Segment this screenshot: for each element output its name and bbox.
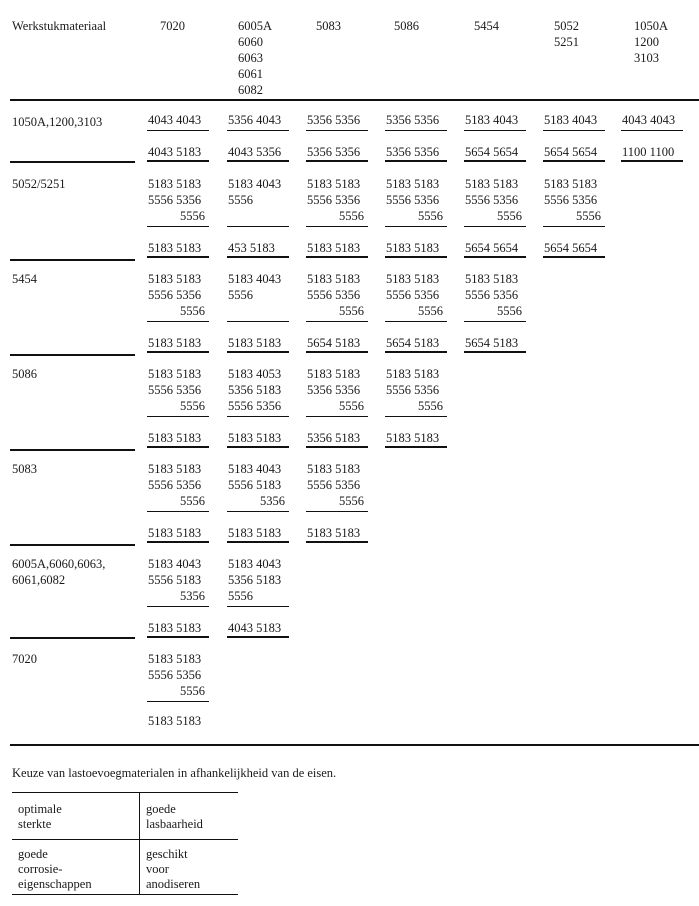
row-label-5454: 5454 bbox=[12, 272, 37, 286]
cell-rule-bold bbox=[227, 636, 289, 638]
cell-value: 5556 bbox=[497, 304, 522, 318]
cell-value-bottom: 5654 5654 bbox=[465, 145, 519, 159]
cell-value-bottom: 5183 5183 bbox=[228, 336, 282, 350]
cell-value: 5556 bbox=[339, 304, 364, 318]
row-separator bbox=[10, 449, 135, 451]
cell-rule bbox=[147, 511, 209, 512]
cell-value-bottom: 4043 5356 bbox=[228, 145, 282, 159]
cell-rule-bold bbox=[464, 256, 526, 258]
cell-group bbox=[386, 112, 471, 128]
cell-value: 5556 bbox=[180, 494, 205, 508]
cell-rule-bold bbox=[147, 446, 209, 448]
cell-value-bottom: 1100 1100 bbox=[622, 145, 675, 159]
cell-rule bbox=[227, 226, 289, 227]
cell-value: 5556 5356 bbox=[228, 399, 282, 413]
cell-value: 5356 bbox=[180, 589, 205, 603]
row-label-7020: 7020 bbox=[12, 652, 37, 666]
cell-group bbox=[148, 112, 233, 128]
column-header-7020: 7020 bbox=[160, 19, 185, 33]
column-header-1050a: 1050A 1200 3103 bbox=[634, 19, 669, 65]
row-label-1050a: 1050A,1200,3103 bbox=[12, 115, 103, 129]
cell-value: 5183 5183 bbox=[148, 177, 202, 191]
cell-rule-bold bbox=[543, 256, 605, 258]
cell-value-bottom: 5183 5183 bbox=[307, 241, 361, 255]
cell-rule-bold bbox=[227, 160, 289, 162]
cell-value: 5556 bbox=[228, 288, 253, 302]
cell-value: 5556 bbox=[180, 684, 205, 698]
legend-good-corrosion: goede corrosie- eigenschappen bbox=[18, 847, 92, 891]
cell-value: 5556 bbox=[180, 304, 205, 318]
cell-value: 5556 5356 bbox=[386, 193, 440, 207]
row-label-5052: 5052/5251 bbox=[12, 177, 66, 191]
cell-value: 5356 bbox=[260, 494, 285, 508]
cell-value: 5556 5356 bbox=[148, 668, 202, 682]
cell-rule bbox=[147, 606, 209, 607]
cell-value-bottom: 5183 5183 bbox=[386, 241, 440, 255]
cell-rule-bold bbox=[306, 446, 368, 448]
cell-group bbox=[465, 112, 550, 128]
cell-value: 4043 4043 bbox=[622, 113, 676, 127]
cell-value: 5356 5356 bbox=[307, 383, 361, 397]
cell-value: 5556 5183 bbox=[228, 478, 282, 492]
legend-optimal-strength: optimale sterkte bbox=[18, 802, 62, 831]
cell-rule-bold bbox=[385, 160, 447, 162]
legend-middle-rule bbox=[12, 839, 238, 840]
cell-rule-bold bbox=[306, 541, 368, 543]
legend-anodizing: geschikt voor anodiseren bbox=[146, 847, 201, 891]
row-separator bbox=[10, 161, 135, 163]
cell-rule-bold bbox=[621, 160, 683, 162]
cell-value-bottom: 5654 5183 bbox=[465, 336, 519, 350]
cell-value: 5356 4043 bbox=[228, 113, 282, 127]
cell-rule bbox=[306, 321, 368, 322]
cell-rule bbox=[306, 416, 368, 417]
cell-rule bbox=[385, 226, 447, 227]
cell-rule-bold bbox=[227, 256, 289, 258]
legend-good-weldability: goede lasbaarheid bbox=[146, 802, 203, 831]
row-separator bbox=[10, 637, 135, 639]
cell-rule bbox=[385, 130, 447, 131]
cell-value: 5183 4043 bbox=[228, 177, 282, 191]
cell-rule bbox=[147, 226, 209, 227]
cell-value-bottom: 5654 5654 bbox=[465, 241, 519, 255]
cell-value: 5183 5183 bbox=[465, 272, 519, 286]
cell-value: 5183 4043 bbox=[465, 113, 519, 127]
cell-group bbox=[228, 112, 313, 128]
cell-rule bbox=[464, 226, 526, 227]
cell-rule-bold bbox=[464, 351, 526, 353]
cell-value: 5183 5183 bbox=[465, 177, 519, 191]
cell-rule bbox=[227, 321, 289, 322]
cell-value-bottom: 5654 5654 bbox=[544, 241, 598, 255]
cell-rule bbox=[147, 416, 209, 417]
cell-rule-bold bbox=[227, 446, 289, 448]
cell-rule bbox=[227, 416, 289, 417]
cell-group bbox=[544, 112, 629, 128]
cell-value: 5556 bbox=[180, 209, 205, 223]
cell-value: 5183 5183 bbox=[386, 367, 440, 381]
cell-value-bottom: 5654 5654 bbox=[544, 145, 598, 159]
cell-value: 5183 5183 bbox=[386, 177, 440, 191]
cell-value: 5556 5356 bbox=[386, 383, 440, 397]
cell-value-bottom: 5183 5183 bbox=[228, 526, 282, 540]
cell-rule-bold bbox=[543, 160, 605, 162]
column-header-5052: 5052 5251 bbox=[554, 19, 579, 49]
cell-rule bbox=[147, 701, 209, 702]
row-separator bbox=[10, 544, 135, 546]
cell-rule-bold bbox=[147, 541, 209, 543]
cell-value-bottom: 5183 5183 bbox=[148, 431, 202, 445]
cell-value-bottom: 5356 5356 bbox=[386, 145, 440, 159]
cell-rule-bold bbox=[306, 351, 368, 353]
cell-value-bottom: 4043 5183 bbox=[148, 145, 202, 159]
cell-value: 5556 bbox=[339, 399, 364, 413]
cell-rule-bold bbox=[306, 160, 368, 162]
cell-value: 5556 bbox=[418, 209, 443, 223]
cell-value-bottom: 453 5183 bbox=[228, 241, 275, 255]
cell-value: 5556 bbox=[418, 304, 443, 318]
cell-value: 5556 5356 bbox=[307, 478, 361, 492]
cell-value: 5556 5356 bbox=[148, 383, 202, 397]
cell-value: 5556 bbox=[576, 209, 601, 223]
cell-value: 5556 bbox=[418, 399, 443, 413]
row-label-5086: 5086 bbox=[12, 367, 37, 381]
cell-value-bottom: 5654 5183 bbox=[307, 336, 361, 350]
cell-rule bbox=[543, 130, 605, 131]
cell-rule bbox=[306, 511, 368, 512]
cell-value-bottom: 5183 5183 bbox=[148, 241, 202, 255]
cell-rule-bold bbox=[306, 256, 368, 258]
cell-value: 5183 4043 bbox=[544, 113, 598, 127]
cell-value: 5183 4043 bbox=[228, 557, 282, 571]
cell-value: 5183 4053 bbox=[228, 367, 282, 381]
cell-rule-bold bbox=[227, 541, 289, 543]
cell-rule-bold bbox=[147, 636, 209, 638]
cell-value: 5556 bbox=[180, 399, 205, 413]
row-separator bbox=[10, 354, 135, 356]
cell-rule bbox=[147, 130, 209, 131]
cell-value-bottom: 5183 5183 bbox=[148, 526, 202, 540]
cell-rule bbox=[464, 130, 526, 131]
cell-value-bottom: 5183 5183 bbox=[148, 336, 202, 350]
cell-value-bottom: 5654 5183 bbox=[386, 336, 440, 350]
column-header-5454: 5454 bbox=[474, 19, 499, 33]
cell-value: 5556 bbox=[497, 209, 522, 223]
cell-value: 5356 5183 bbox=[228, 573, 282, 587]
column-header-5086: 5086 bbox=[394, 19, 419, 33]
table-caption: Keuze van lastoevoegmaterialen in afhankelijkheid van de eisen. bbox=[12, 766, 337, 780]
cell-value: 5556 bbox=[228, 589, 253, 603]
cell-value: 5556 bbox=[339, 209, 364, 223]
cell-value-bottom: 5356 5183 bbox=[307, 431, 361, 445]
header-divider bbox=[10, 99, 699, 101]
cell-value: 5183 5183 bbox=[386, 272, 440, 286]
cell-rule bbox=[385, 416, 447, 417]
cell-rule-bold bbox=[147, 256, 209, 258]
cell-value: 5183 5183 bbox=[148, 367, 202, 381]
cell-value: 5183 5183 bbox=[307, 367, 361, 381]
cell-rule bbox=[621, 130, 683, 131]
cell-value: 5556 5356 bbox=[465, 288, 519, 302]
cell-value: 5183 4043 bbox=[148, 557, 202, 571]
cell-value: 5556 5356 bbox=[148, 478, 202, 492]
cell-value: 5556 5356 bbox=[148, 288, 202, 302]
legend-bottom-rule bbox=[12, 894, 238, 895]
cell-value-bottom: 4043 5183 bbox=[228, 621, 282, 635]
cell-value: 5356 5356 bbox=[307, 113, 361, 127]
cell-rule-bold bbox=[464, 160, 526, 162]
cell-value-bottom: 5183 5183 bbox=[307, 526, 361, 540]
cell-value: 5556 bbox=[228, 193, 253, 207]
cell-value: 5183 4043 bbox=[228, 272, 282, 286]
cell-value: 5556 5356 bbox=[544, 193, 598, 207]
cell-rule bbox=[306, 130, 368, 131]
table-bottom-rule bbox=[10, 744, 699, 746]
cell-rule-bold bbox=[385, 446, 447, 448]
cell-rule-bold bbox=[147, 351, 209, 353]
cell-value-bottom: 5183 5183 bbox=[228, 431, 282, 445]
cell-rule bbox=[147, 321, 209, 322]
cell-value-bottom: 5183 5183 bbox=[148, 714, 202, 728]
cell-group bbox=[307, 112, 392, 128]
column-header-6005a: 6005A 6060 6063 6061 6082 bbox=[238, 19, 273, 97]
cell-value: 5556 5356 bbox=[386, 288, 440, 302]
cell-rule-bold bbox=[385, 256, 447, 258]
row-separator bbox=[10, 259, 135, 261]
cell-rule bbox=[543, 226, 605, 227]
cell-value: 5183 5183 bbox=[148, 652, 202, 666]
cell-value: 5556 5356 bbox=[465, 193, 519, 207]
cell-value: 5556 5356 bbox=[307, 288, 361, 302]
cell-group bbox=[622, 112, 699, 128]
cell-value: 5183 5183 bbox=[544, 177, 598, 191]
cell-value: 5556 5183 bbox=[148, 573, 202, 587]
cell-value: 4043 4043 bbox=[148, 113, 202, 127]
row-label-5083: 5083 bbox=[12, 462, 37, 476]
cell-value-bottom: 5183 5183 bbox=[386, 431, 440, 445]
cell-rule bbox=[306, 226, 368, 227]
cell-value: 5356 5356 bbox=[386, 113, 440, 127]
cell-rule bbox=[385, 321, 447, 322]
cell-value: 5556 bbox=[339, 494, 364, 508]
row-label-6005a: 6005A,6060,6063, 6061,6082 bbox=[12, 557, 106, 587]
cell-value: 5183 5183 bbox=[307, 462, 361, 476]
cell-rule-bold bbox=[227, 351, 289, 353]
cell-rule bbox=[227, 511, 289, 512]
cell-rule bbox=[464, 321, 526, 322]
cell-value: 5556 5356 bbox=[148, 193, 202, 207]
row-header-label: Werkstukmateriaal bbox=[12, 19, 107, 33]
cell-value-bottom: 5183 5183 bbox=[148, 621, 202, 635]
cell-value: 5356 5183 bbox=[228, 383, 282, 397]
legend-top-rule bbox=[12, 792, 238, 793]
cell-rule-bold bbox=[147, 160, 209, 162]
cell-rule bbox=[227, 606, 289, 607]
cell-value: 5556 5356 bbox=[307, 193, 361, 207]
cell-value-bottom: 5356 5356 bbox=[307, 145, 361, 159]
legend-divider bbox=[139, 792, 140, 894]
cell-value: 5183 4043 bbox=[228, 462, 282, 476]
cell-value: 5183 5183 bbox=[148, 272, 202, 286]
cell-value: 5183 5183 bbox=[307, 177, 361, 191]
column-header-5083: 5083 bbox=[316, 19, 341, 33]
cell-rule-bold bbox=[385, 351, 447, 353]
cell-rule bbox=[227, 130, 289, 131]
cell-value: 5183 5183 bbox=[307, 272, 361, 286]
cell-value: 5183 5183 bbox=[148, 462, 202, 476]
